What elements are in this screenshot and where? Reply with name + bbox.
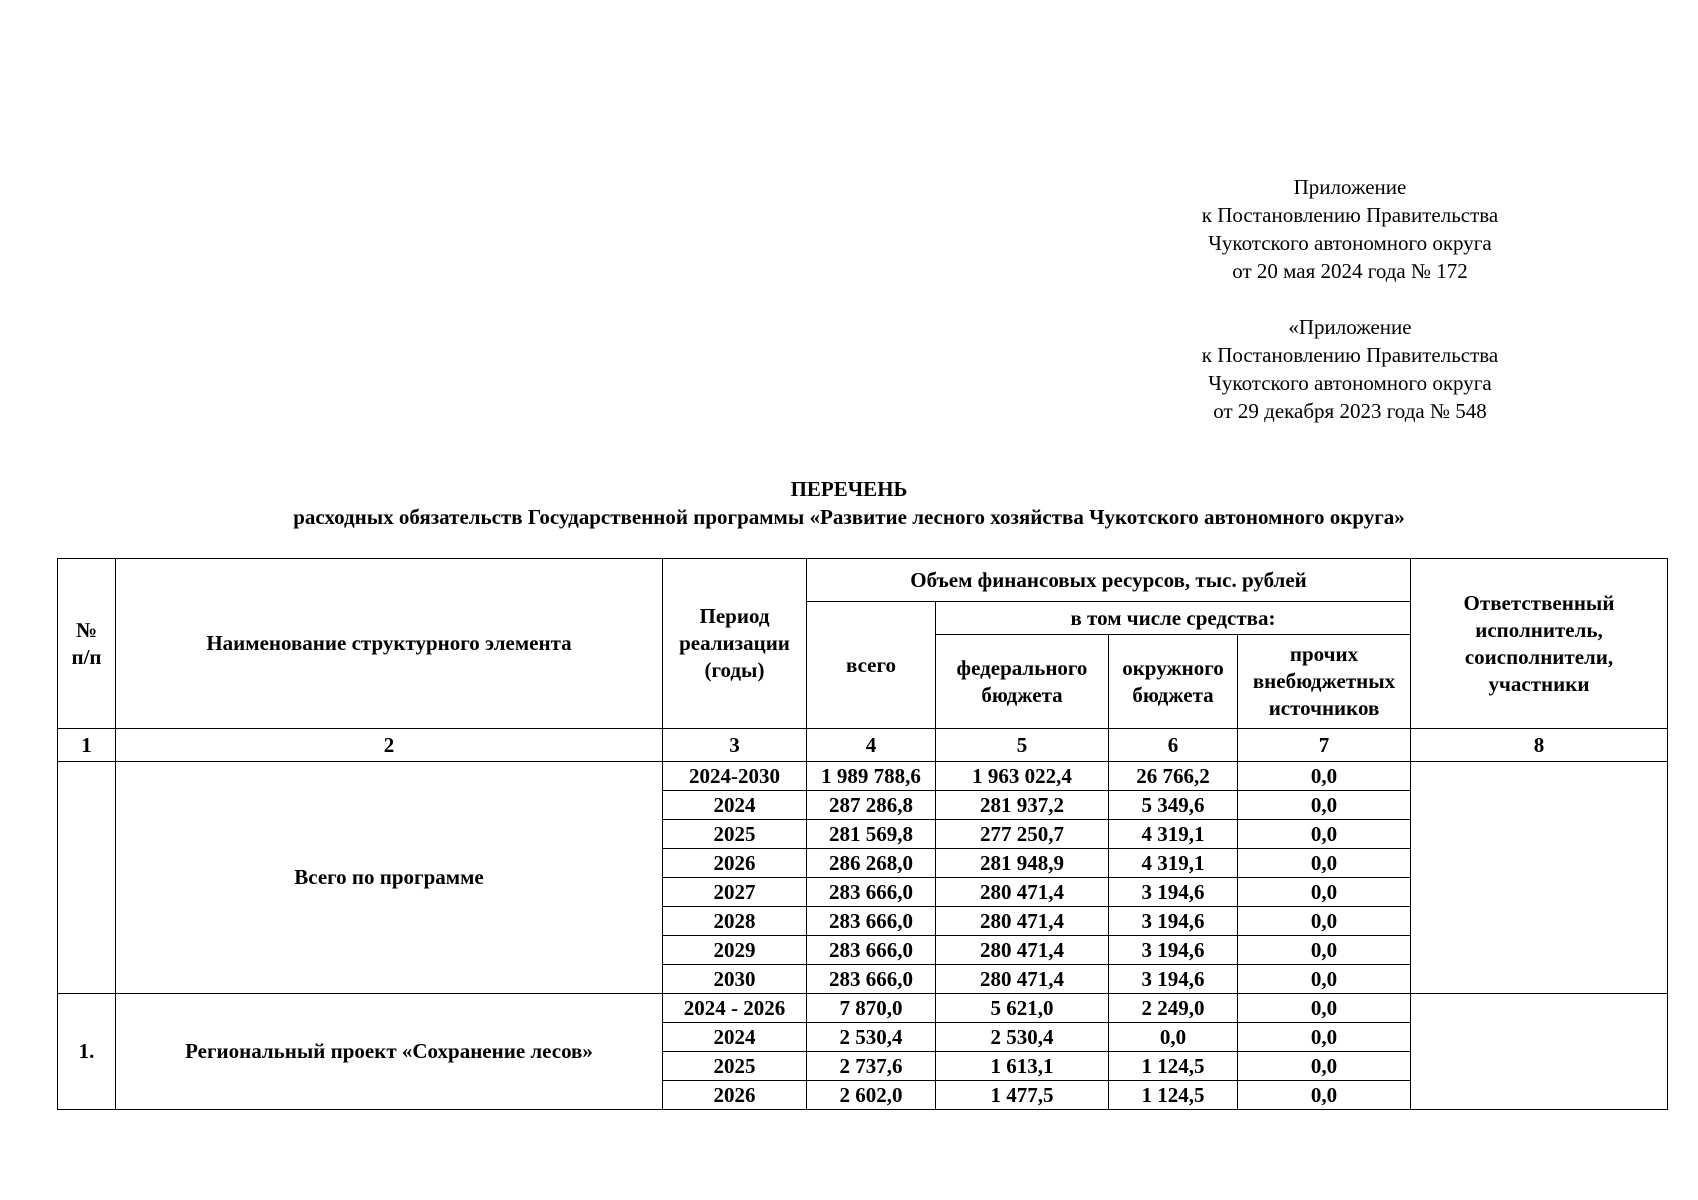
column-number: 3	[663, 729, 807, 762]
other-cell: 0,0	[1238, 936, 1411, 965]
column-number: 7	[1238, 729, 1411, 762]
other-cell: 0,0	[1238, 1052, 1411, 1081]
header-other	[1238, 635, 1411, 729]
header-federal	[936, 635, 1109, 729]
column-number-row	[58, 729, 1668, 762]
district-cell: 3 194,6	[1109, 907, 1238, 936]
column-number: 5	[936, 729, 1109, 762]
district-cell: 3 194,6	[1109, 936, 1238, 965]
original-appendix-header-line: Чукотского автономного округа	[1208, 371, 1492, 395]
header-district	[1109, 635, 1238, 729]
other-cell: 0,0	[1238, 762, 1411, 791]
total-cell: 283 666,0	[807, 878, 936, 907]
total-cell: 7 870,0	[807, 994, 936, 1023]
period-cell: 2028	[663, 907, 807, 936]
header-responsible	[1411, 559, 1668, 729]
header-number	[58, 559, 116, 729]
federal-cell: 280 471,4	[936, 936, 1109, 965]
federal-cell: 280 471,4	[936, 907, 1109, 936]
federal-cell: 277 250,7	[936, 820, 1109, 849]
header-period-line3: (годы)	[704, 658, 765, 682]
district-cell: 4 319,1	[1109, 849, 1238, 878]
header-responsible-line2: исполнитель,	[1475, 617, 1603, 642]
total-cell: 2 602,0	[807, 1081, 936, 1110]
period-cell: 2026	[663, 1081, 807, 1110]
original-appendix-header-line: «Приложение	[1288, 315, 1412, 339]
period-cell: 2030	[663, 965, 807, 994]
header-volume: Объем финансовых ресурсов, тыс. рублей	[807, 559, 1411, 602]
district-cell: 4 319,1	[1109, 820, 1238, 849]
header-responsible-line1: Ответственный	[1463, 590, 1615, 615]
other-cell: 0,0	[1238, 820, 1411, 849]
section-number-cell	[58, 762, 116, 994]
period-cell: 2024	[663, 1023, 807, 1052]
total-cell: 1 989 788,6	[807, 762, 936, 791]
district-cell: 5 349,6	[1109, 791, 1238, 820]
column-number: 2	[116, 729, 663, 762]
document-subtitle: расходных обязательств Государственной программы «Развитие лесного хозяйства Чукотского автономного округа»	[293, 505, 1405, 529]
header-including: в том числе средства:	[936, 602, 1411, 635]
section-name-cell: Всего по программе	[116, 762, 663, 994]
period-cell: 2024-2030	[663, 762, 807, 791]
period-cell: 2026	[663, 849, 807, 878]
table-row	[58, 762, 1668, 791]
header-other-line3: источников	[1268, 696, 1380, 720]
document-title: ПЕРЕЧЕНЬ	[790, 477, 908, 501]
expenditure-table	[57, 558, 1668, 1110]
period-cell: 2025	[663, 820, 807, 849]
federal-cell: 5 621,0	[936, 994, 1109, 1023]
other-cell: 0,0	[1238, 878, 1411, 907]
federal-cell: 1 613,1	[936, 1052, 1109, 1081]
column-number: 6	[1109, 729, 1238, 762]
header-federal-line1: федерального	[956, 655, 1088, 680]
total-cell: 2 530,4	[807, 1023, 936, 1052]
period-cell: 2024 - 2026	[663, 994, 807, 1023]
header-number-line2: п/п	[71, 644, 102, 669]
header-period-line2: реализации	[679, 631, 790, 655]
original-appendix-header	[1130, 313, 1570, 425]
other-cell: 0,0	[1238, 1023, 1411, 1052]
total-cell: 287 286,8	[807, 791, 936, 820]
appendix-header-line: к Постановлению Правительства	[1201, 203, 1499, 227]
federal-cell: 281 948,9	[936, 849, 1109, 878]
responsible-cell	[1411, 762, 1668, 994]
district-cell: 1 124,5	[1109, 1052, 1238, 1081]
header-name: Наименование структурного элемента	[116, 559, 663, 729]
header-responsible-line4: участники	[1488, 671, 1590, 696]
federal-cell: 280 471,4	[936, 965, 1109, 994]
total-cell: 283 666,0	[807, 907, 936, 936]
period-cell: 2027	[663, 878, 807, 907]
period-cell: 2025	[663, 1052, 807, 1081]
appendix-header	[1130, 173, 1570, 285]
header-total: всего	[807, 602, 936, 729]
header-other-line2: внебюджетных	[1252, 669, 1396, 693]
total-cell: 283 666,0	[807, 936, 936, 965]
district-cell: 0,0	[1109, 1023, 1238, 1052]
responsible-cell	[1411, 994, 1668, 1110]
total-cell: 2 737,6	[807, 1052, 936, 1081]
total-cell: 281 569,8	[807, 820, 936, 849]
total-cell: 283 666,0	[807, 965, 936, 994]
federal-cell: 1 477,5	[936, 1081, 1109, 1110]
other-cell: 0,0	[1238, 907, 1411, 936]
district-cell: 3 194,6	[1109, 878, 1238, 907]
table-row	[58, 994, 1668, 1023]
period-cell: 2029	[663, 936, 807, 965]
original-appendix-header-line: от 29 декабря 2023 года № 548	[1213, 399, 1487, 423]
header-responsible-line3: соисполнители,	[1464, 644, 1614, 669]
column-number: 1	[58, 729, 116, 762]
period-cell: 2024	[663, 791, 807, 820]
other-cell: 0,0	[1238, 994, 1411, 1023]
header-number-line1: №	[75, 617, 98, 642]
header-district-line2: бюджета	[1132, 682, 1214, 707]
original-appendix-header-line: к Постановлению Правительства	[1201, 343, 1499, 367]
total-cell: 286 268,0	[807, 849, 936, 878]
column-number: 4	[807, 729, 936, 762]
appendix-header-line: от 20 мая 2024 года № 172	[1232, 259, 1468, 283]
federal-cell: 2 530,4	[936, 1023, 1109, 1052]
table-header	[58, 559, 1668, 762]
district-cell: 3 194,6	[1109, 965, 1238, 994]
district-cell: 26 766,2	[1109, 762, 1238, 791]
header-period	[663, 559, 807, 729]
other-cell: 0,0	[1238, 791, 1411, 820]
district-cell: 1 124,5	[1109, 1081, 1238, 1110]
header-other-line1: прочих	[1289, 642, 1359, 666]
other-cell: 0,0	[1238, 849, 1411, 878]
header-district-line1: окружного	[1122, 655, 1224, 680]
federal-cell: 1 963 022,4	[936, 762, 1109, 791]
header-period-line1: Период	[699, 604, 770, 628]
district-cell: 2 249,0	[1109, 994, 1238, 1023]
header-federal-line2: бюджета	[981, 682, 1063, 707]
other-cell: 0,0	[1238, 965, 1411, 994]
appendix-header-line: Чукотского автономного округа	[1208, 231, 1492, 255]
federal-cell: 281 937,2	[936, 791, 1109, 820]
table-body	[58, 762, 1668, 1110]
appendix-header-line: Приложение	[1293, 175, 1407, 199]
section-name-cell: Региональный проект «Сохранение лесов»	[116, 994, 663, 1110]
section-number-cell: 1.	[58, 994, 116, 1110]
federal-cell: 280 471,4	[936, 878, 1109, 907]
other-cell: 0,0	[1238, 1081, 1411, 1110]
column-number: 8	[1411, 729, 1668, 762]
